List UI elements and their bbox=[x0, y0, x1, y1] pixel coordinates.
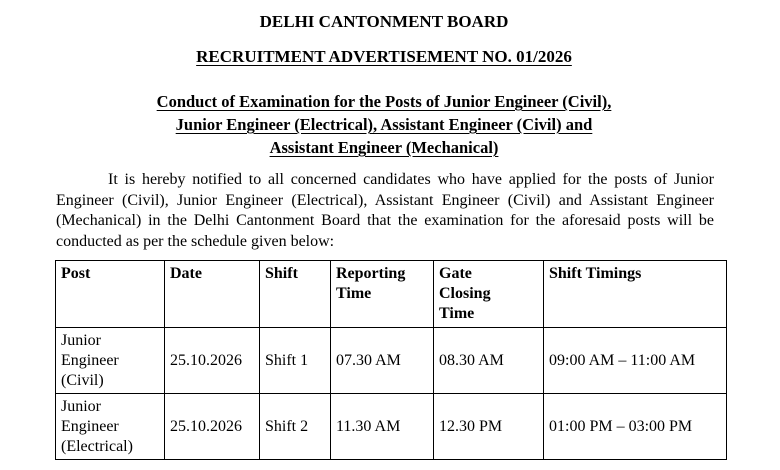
header-gate-closing-time: Gate Closing Time bbox=[434, 261, 544, 328]
subject-line-3: Assistant Engineer (Mechanical) bbox=[269, 138, 499, 157]
table-row bbox=[56, 394, 727, 460]
cell-post: Junior Engineer (Electrical) bbox=[56, 394, 165, 460]
header-shift-timings: Shift Timings bbox=[544, 261, 727, 328]
table-row bbox=[56, 328, 727, 394]
cell-date: 25.10.2026 bbox=[165, 328, 260, 394]
subject-line-2: Junior Engineer (Electrical), Assistant Engineer (Civil) and bbox=[175, 115, 593, 134]
advertisement-title bbox=[0, 46, 768, 68]
organization-name: DELHI CANTONMENT BOARD bbox=[259, 12, 509, 31]
advertisement-number: RECRUITMENT ADVERTISEMENT NO. 01/2026 bbox=[196, 47, 572, 66]
subject-line-1: Conduct of Examination for the Posts of Junior Engineer (Civil), bbox=[156, 92, 612, 111]
cell-gate-closing-time: 12.30 PM bbox=[434, 394, 544, 460]
cell-shift: Shift 1 bbox=[260, 328, 331, 394]
table-header-row bbox=[56, 261, 727, 328]
cell-post: Junior Engineer (Civil) bbox=[56, 328, 165, 394]
schedule-table bbox=[55, 260, 727, 460]
cell-gate-closing-time: 08.30 AM bbox=[434, 328, 544, 394]
organization-title bbox=[0, 11, 768, 33]
header-date: Date bbox=[165, 261, 260, 328]
header-post: Post bbox=[56, 261, 165, 328]
header-shift: Shift bbox=[260, 261, 331, 328]
cell-shift-timings: 01:00 PM – 03:00 PM bbox=[544, 394, 727, 460]
subject-heading bbox=[0, 90, 768, 159]
cell-shift-timings: 09:00 AM – 11:00 AM bbox=[544, 328, 727, 394]
header-reporting-time: Reporting Time bbox=[331, 261, 434, 328]
cell-reporting-time: 07.30 AM bbox=[331, 328, 434, 394]
cell-reporting-time: 11.30 AM bbox=[331, 394, 434, 460]
cell-date: 25.10.2026 bbox=[165, 394, 260, 460]
notice-paragraph: It is hereby notified to all concerned candidates who have applied for the posts of Junior Engineer (Civil), Junior Engineer (Electrical), Assistant Engineer (Civil) and Assistant Engineer (Mechanical) in the Delhi Cantonment Board that the examination for the aforesaid posts will be conducted as per the schedule given below: bbox=[56, 171, 714, 250]
cell-shift: Shift 2 bbox=[260, 394, 331, 460]
